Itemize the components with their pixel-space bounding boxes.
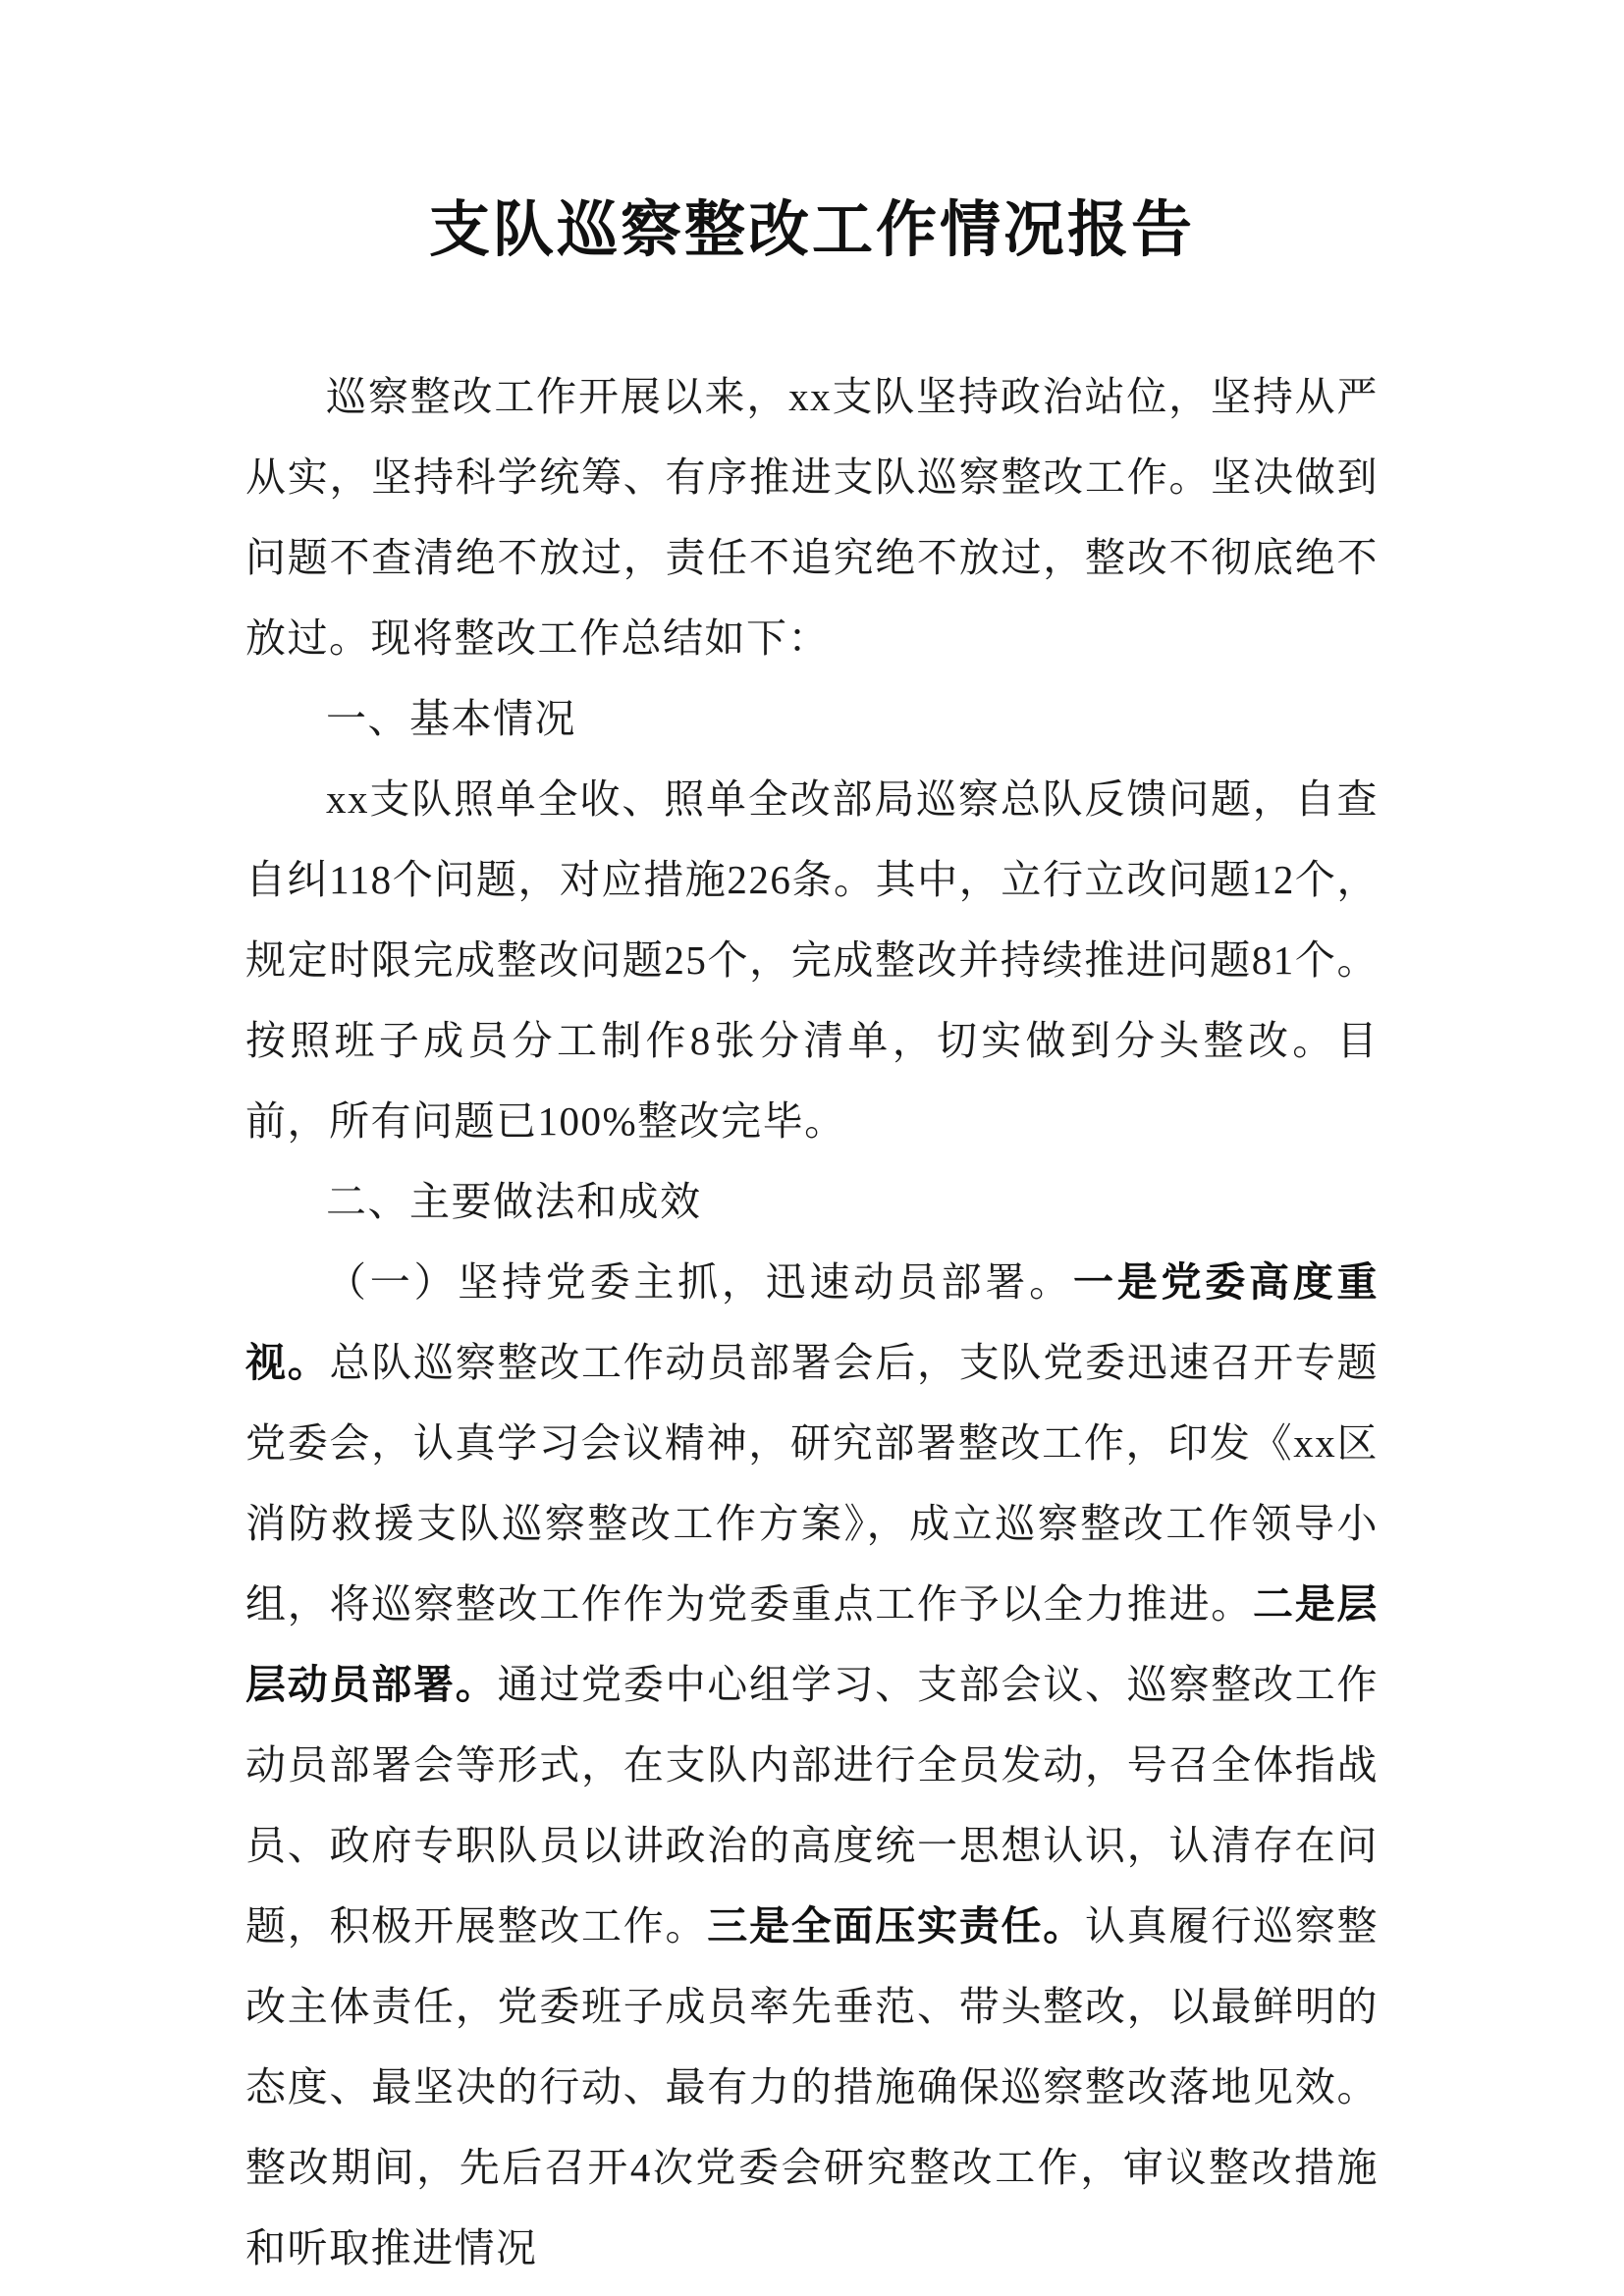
text-run: 通过党委中心组学习、支部会议、巡察整改工作动员部署会等形式，在支队内部进行全员发动，号召全体指战员、政府专职队员以讲政治的高度统一思想认识，认清存在问题，积极开展整改工作。 [245,1662,1379,1949]
text-run: （一）坚持党委主抓，迅速动员部署。 [326,1259,1073,1305]
intro-paragraph [245,356,1379,678]
text-run: 二、主要做法和成效 [326,1179,702,1224]
bold-text-run: 一是党委高度重视。 [245,1259,1380,1385]
text-run: 一、基本情况 [326,696,576,741]
basic-situation-paragraph [245,759,1379,1161]
main-practices-paragraph [245,1242,1379,2288]
bold-text-run: 三是全面压实责任。 [707,1903,1085,1949]
text-run: xx支队照单全收、照单全改部局巡察总队反馈问题，自查自纠118个问题，对应措施226条。其中，立行立改问题12个，规定时限完成整改问题25个，完成整改并持续推进问题81个。按照班子成员分工制作8张分清单，切实做到分头整改。目前，所有问题已100%整改完毕。 [245,776,1379,1144]
text-run: 巡察整改工作开展以来，xx支队坚持政治站位，坚持从严从实，坚持科学统筹、有序推进支队巡察整改工作。坚决做到问题不查清绝不放过，责任不追究绝不放过，整改不彻底绝不放过。现将整改工作总结如下： [245,374,1379,661]
document-body [245,356,1379,2288]
text-run: 总队巡察整改工作动员部署会后，支队党委迅速召开专题党委会，认真学习会议精神，研究部署整改工作，印发《xx区消防救援支队巡察整改工作方案》，成立巡察整改工作领导小组，将巡察整改工作作为党委重点工作予以全力推进。 [245,1340,1379,1627]
document-title: 支队巡察整改工作情况报告 [428,196,1195,264]
section-heading-main-practices [245,1161,1379,1242]
bold-text-run: 二是层层动员部署。 [245,1581,1379,1707]
section-heading-basic-situation [245,678,1379,759]
text-run: 认真履行巡察整改主体责任，党委班子成员率先垂范、带头整改，以最鲜明的态度、最坚决的行动、最有力的措施确保巡察整改落地见效。整改期间，先后召开4次党委会研究整改工作，审议整改措施和听取推进情况 [245,1903,1379,2270]
